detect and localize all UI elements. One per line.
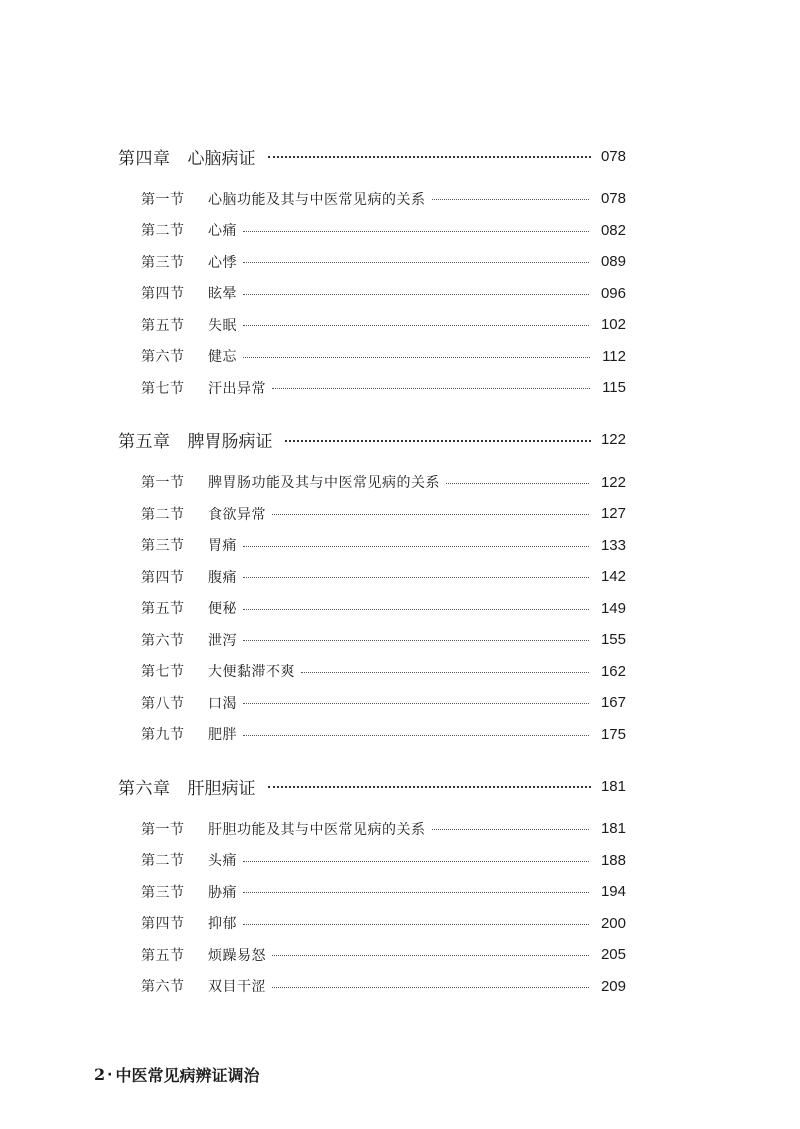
chapter-number: 第六章 [118,778,171,799]
dot-leader [243,735,589,736]
section-page-number: 167 [600,694,626,712]
section-title: 心痛 [208,223,237,240]
toc-chapter [118,143,626,404]
dot-leader [446,483,589,484]
section-title: 失眠 [208,317,237,334]
chapter-page-number: 078 [600,147,626,165]
section-title: 心悸 [208,254,237,271]
dot-leader [268,786,591,788]
chapter-page-number: 181 [600,777,626,795]
chapter-heading[interactable] [118,143,626,169]
toc-section-entry[interactable] [141,624,626,656]
section-title: 头痛 [208,853,237,870]
section-number: 第二节 [141,223,185,240]
section-title: 食欲异常 [208,506,266,523]
toc-section-entry[interactable] [141,215,626,247]
section-title: 泄泻 [208,632,237,649]
section-number: 第五节 [141,601,185,618]
section-title: 眩晕 [208,286,237,303]
section-number: 第五节 [141,317,185,334]
dot-leader [272,955,589,956]
dot-leader [243,924,589,925]
section-page-number: 194 [600,883,626,901]
dot-leader [243,703,589,704]
toc-section-entry[interactable] [141,278,626,310]
toc-section-entry[interactable] [141,498,626,530]
toc-section-entry[interactable] [141,971,626,1003]
section-number: 第六节 [141,632,185,649]
section-title: 肥胖 [208,727,237,744]
section-number: 第四节 [141,916,185,933]
chapter-number: 第五章 [118,432,171,452]
section-number: 第六节 [141,979,185,996]
section-page-number: 162 [600,662,626,680]
dot-leader [243,325,589,326]
section-title: 胁痛 [208,884,237,901]
section-page-number: 188 [600,851,626,869]
toc-section-entry[interactable] [141,309,626,341]
toc-section-entry[interactable] [141,845,626,877]
dot-leader [243,294,589,295]
chapter-title: 脾胃肠病证 [187,432,273,452]
dot-leader [243,861,589,862]
dot-leader [272,388,590,389]
section-number: 第二节 [141,853,185,870]
dot-leader [272,514,589,515]
dot-leader [285,440,591,442]
section-title: 脾胃肠功能及其与中医常见病的关系 [208,475,440,492]
section-page-number: 096 [600,284,626,302]
toc-section-entry[interactable] [141,246,626,278]
dot-leader [243,357,590,358]
section-title: 心脑功能及其与中医常见病的关系 [208,191,426,208]
section-number: 第五节 [141,947,185,964]
section-title: 便秘 [208,601,237,618]
section-page-number: 102 [600,316,626,334]
section-title: 汗出异常 [208,380,266,397]
section-page-number: 127 [600,505,626,523]
section-page-number: 175 [600,725,626,743]
section-page-number: 200 [600,914,626,932]
dot-leader [243,231,589,232]
dot-leader [268,156,591,158]
dot-leader [432,199,589,200]
dot-leader [243,262,589,263]
section-number: 第三节 [141,884,185,901]
section-page-number: 082 [600,221,626,239]
toc-section-entry[interactable] [141,341,626,373]
toc-section-entry[interactable] [141,908,626,940]
footer-separator: · [107,1066,113,1083]
section-page-number: 181 [600,820,626,838]
section-number: 第六节 [141,349,185,366]
dot-leader [301,672,589,673]
section-number: 第七节 [141,380,185,397]
table-of-contents [118,143,626,1025]
section-page-number: 089 [600,253,626,271]
dot-leader [272,987,589,988]
toc-section-entry[interactable] [141,656,626,688]
section-title: 健忘 [208,349,237,366]
chapter-number: 第四章 [118,148,171,169]
dot-leader [243,546,589,547]
chapter-page-number: 122 [600,431,626,448]
chapter-heading[interactable] [118,773,626,799]
chapter-heading[interactable] [118,427,626,453]
section-page-number: 205 [600,946,626,964]
section-number: 第一节 [141,191,185,208]
section-page-number: 115 [602,379,626,397]
section-number: 第二节 [141,506,185,523]
dot-leader [243,577,589,578]
section-title: 双目干涩 [208,979,266,996]
section-page-number: 155 [600,631,626,649]
toc-section-entry[interactable] [141,719,626,751]
section-page-number: 122 [600,473,626,491]
section-title: 肝胆功能及其与中医常见病的关系 [208,821,426,838]
chapter-title: 肝胆病证 [187,778,256,799]
section-number: 第一节 [141,475,185,492]
toc-section-entry[interactable] [141,561,626,593]
dot-leader [243,892,589,893]
section-title: 口渴 [208,695,237,712]
footer-book-title: 中医常见病辨证调治 [115,1066,260,1085]
toc-section-entry[interactable] [141,687,626,719]
toc-section-entry[interactable] [141,530,626,562]
section-number: 第三节 [141,254,185,271]
section-page-number: 112 [602,347,626,365]
section-title: 大便黏滞不爽 [208,664,295,681]
toc-section-entry[interactable] [141,372,626,404]
footer-page-number: 2 [94,1065,106,1084]
toc-section-entry[interactable] [141,876,626,908]
toc-section-entry[interactable] [141,467,626,499]
dot-leader [243,640,589,641]
section-title: 抑郁 [208,916,237,933]
section-page-number: 133 [600,536,626,554]
toc-section-entry[interactable] [141,183,626,215]
section-number: 第四节 [141,569,185,586]
section-number: 第一节 [141,821,185,838]
dot-leader [243,609,589,610]
toc-chapter [118,773,626,1002]
section-page-number: 209 [600,977,626,995]
chapter-title: 心脑病证 [187,148,256,169]
section-number: 第三节 [141,538,185,555]
toc-section-entry[interactable] [141,593,626,625]
section-title: 烦躁易怒 [208,947,266,964]
toc-section-entry[interactable] [141,939,626,971]
section-number: 第九节 [141,727,185,744]
section-number: 第八节 [141,695,185,712]
section-page-number: 149 [600,599,626,617]
dot-leader [432,829,589,830]
toc-section-entry[interactable] [141,813,626,845]
section-title: 胃痛 [208,538,237,555]
section-page-number: 142 [600,568,626,586]
page-footer [94,1063,259,1086]
section-title: 腹痛 [208,569,237,586]
toc-chapter [118,427,626,751]
section-page-number: 078 [600,190,626,208]
section-number: 第四节 [141,286,185,303]
section-number: 第七节 [141,664,185,681]
